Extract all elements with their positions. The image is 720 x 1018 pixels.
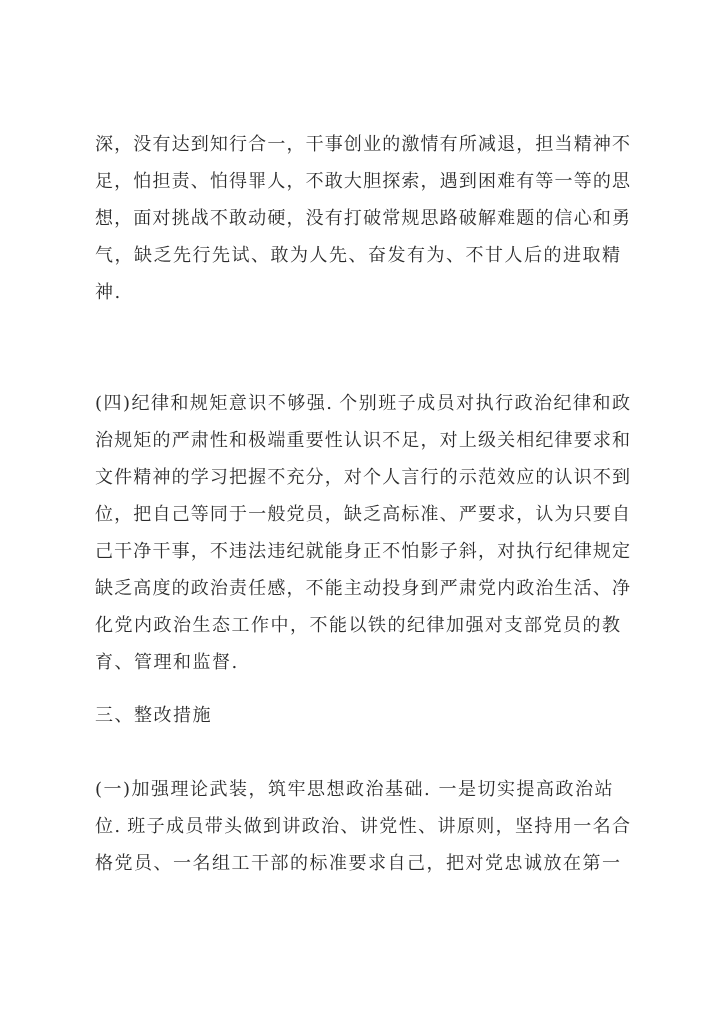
- section-heading: 三、整改措施: [95, 705, 212, 726]
- text-line: 己干净干事，不违法违纪就能身正不怕影子斜，对执行纪律规定: [95, 541, 630, 562]
- text-line: 化党内政治生态工作中，不能以铁的纪律加强对支部党员的教: [95, 615, 622, 636]
- text-line: 育、管理和监督.: [95, 652, 239, 673]
- text-line: 想，面对挑战不敢动硬，没有打破常规思路破解难题的信心和勇: [95, 208, 630, 229]
- text-line: 深，没有达到知行合一，干事创业的激情有所减退，担当精神不: [95, 134, 630, 155]
- text-line: 格党员、一名组工干部的标准要求自己，把对党忠诚放在第一: [95, 853, 622, 874]
- text-line: (四)纪律和规矩意识不够强. 个别班子成员对执行政治纪律和政: [95, 393, 630, 414]
- text-line: 位，把自己等同于一般党员，缺乏高标准、严要求，认为只要自: [95, 504, 630, 525]
- text-line: 神.: [95, 282, 122, 303]
- text-line: 治规矩的严肃性和极端重要性认识不足，对上级关相纪律要求和: [95, 430, 630, 451]
- text-line: (一)加强理论武装，筑牢思想政治基础. 一是切实提高政治站: [95, 779, 614, 800]
- text-line: 文件精神的学习把握不充分，对个人言行的示范效应的认识不到: [95, 467, 630, 488]
- text-line: 位. 班子成员带头做到讲政治、讲党性、讲原则，坚持用一名合: [95, 816, 630, 837]
- text-line: 气，缺乏先行先试、敢为人先、奋发有为、不甘人后的进取精: [95, 245, 622, 266]
- text-line: 缺乏高度的政治责任感，不能主动投身到严肃党内政治生活、净: [95, 578, 630, 599]
- text-line: 足，怕担责、怕得罪人，不敢大胆探索，遇到困难有等一等的思: [95, 171, 630, 192]
